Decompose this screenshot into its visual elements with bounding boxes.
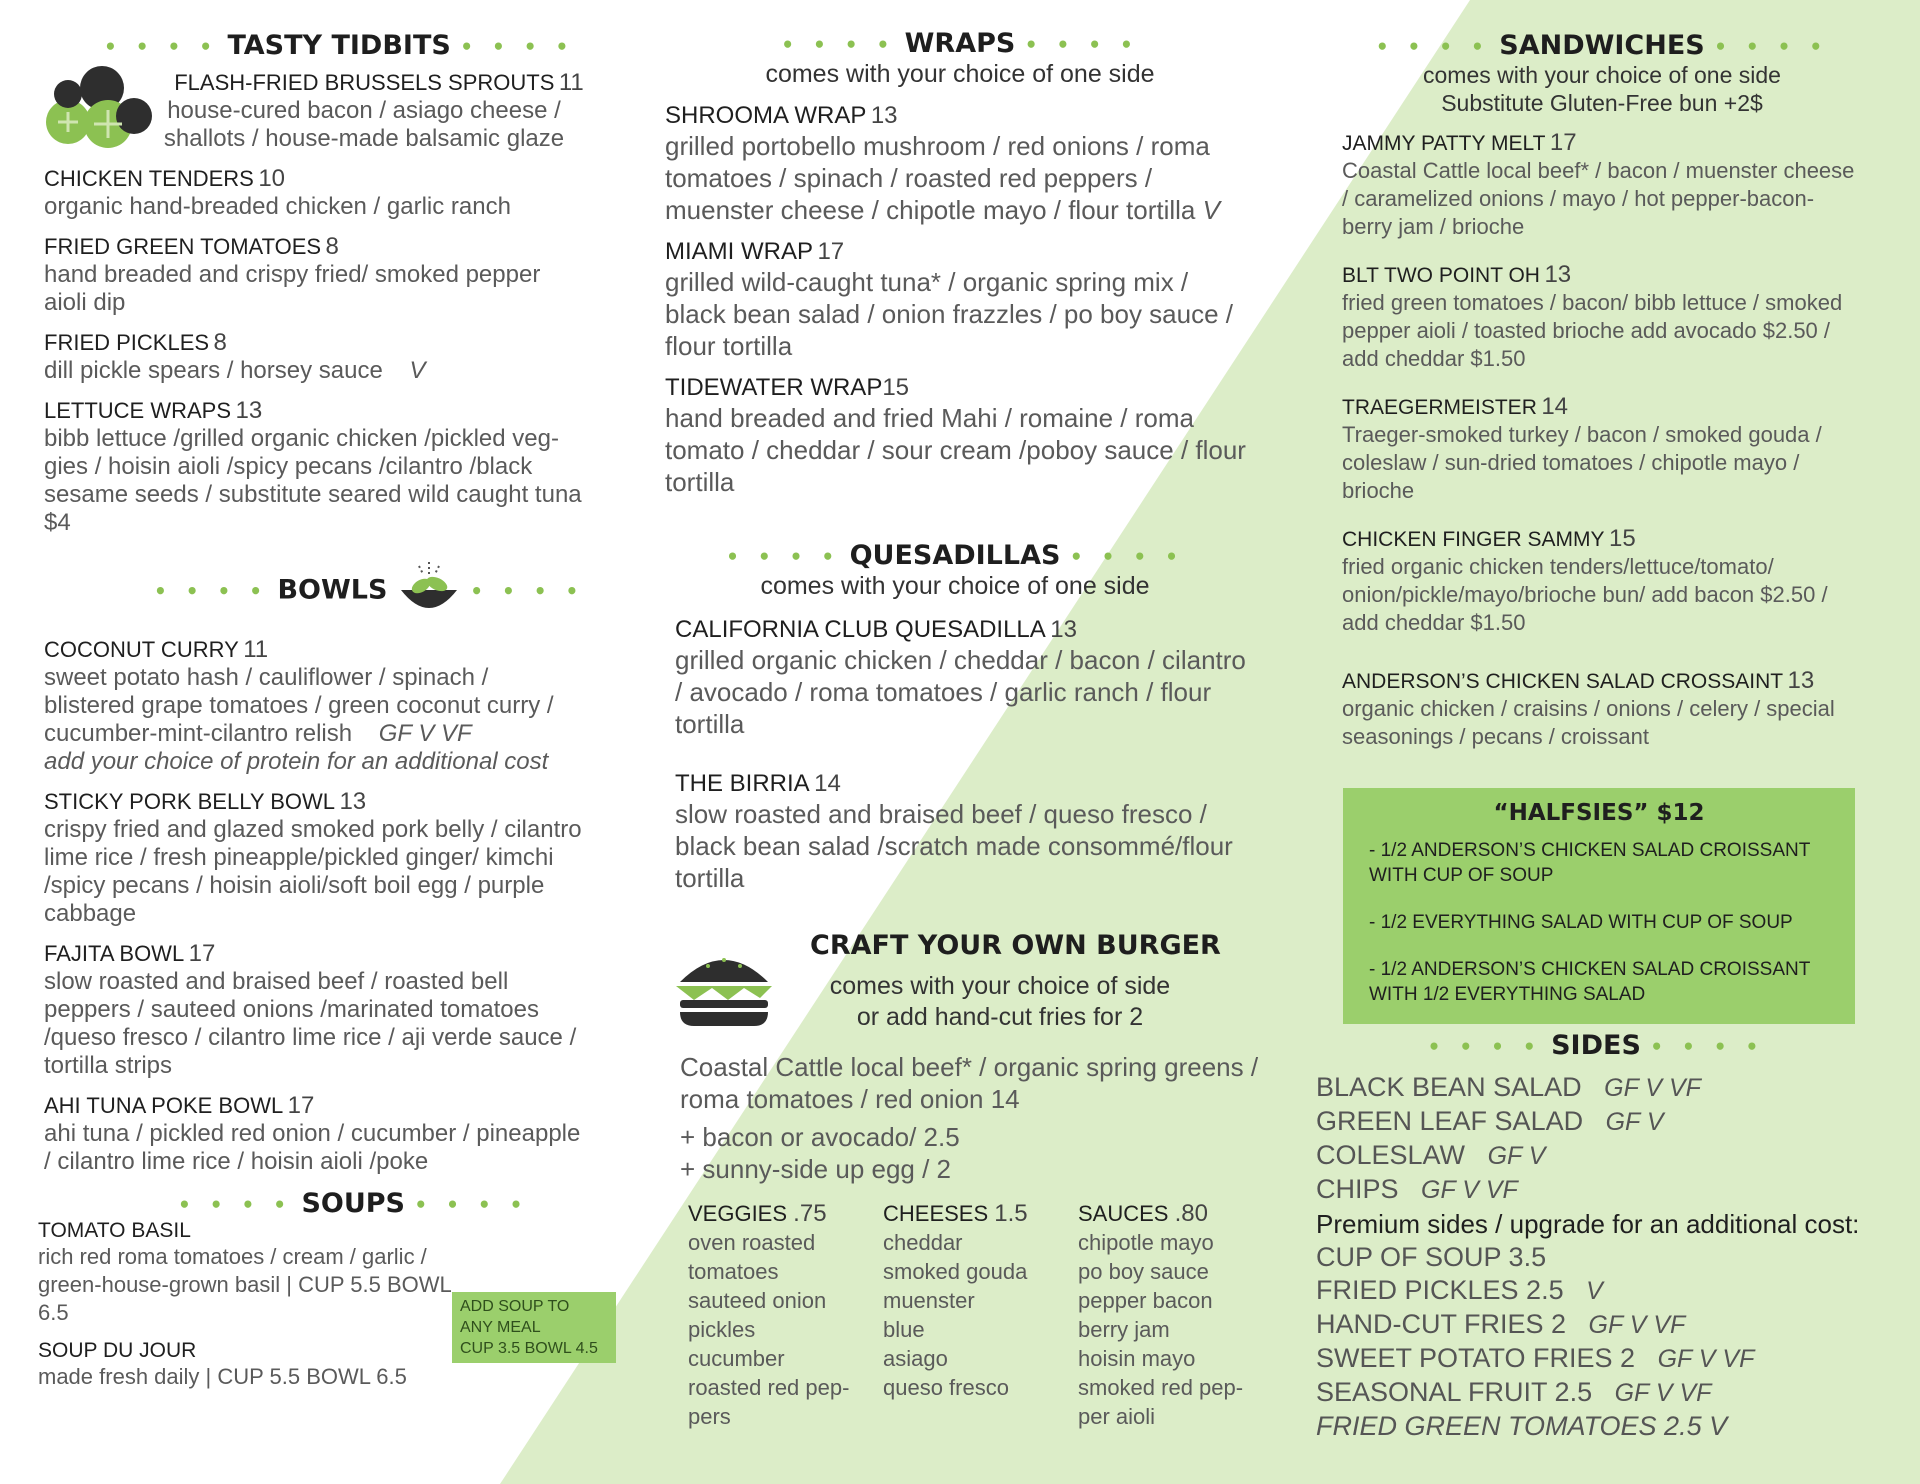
menu-item: AHI TUNA POKE BOWL 17 ahi tuna / pickled red onion / cucumber / pineapple / cilantro lime rice / hoisin aioli /poke [44, 1092, 581, 1175]
bowls-title: BOWLS [277, 574, 388, 606]
wraps-title: WRAPS [904, 28, 1016, 59]
menu-item: CHICKEN FINGER SAMMY 15 fried organic chicken tenders/lettuce/tomato/ onion/pickle/mayo/brioche bun/ add bacon $2.50 / add cheddar $1.50 [1342, 525, 1828, 635]
brussels-sprouts-icon [44, 64, 154, 154]
quesadillas-title: QUESADILLAS [849, 540, 1061, 571]
burger-addon: + bacon or avocado/ 2.5 [680, 1122, 960, 1152]
side-item: CHIPS GF V VF [1316, 1174, 1518, 1204]
menu-item: FRIED GREEN TOMATOES 8 hand breaded and crispy fried/ smoked pepper aioli dip [44, 233, 541, 316]
cheeses-list: CHEESES 1.5 cheddar smoked gouda muenster blue asiago queso fresco [883, 1200, 1028, 1400]
side-item: BLACK BEAN SALAD GF V VF [1316, 1072, 1701, 1102]
menu-item: SHROOMA WRAP 13 grilled portobello mushroom / red onions / roma tomatoes / spinach / roasted red peppers / muenster cheese / chipotle mayo / flour tortilla V [665, 102, 1220, 225]
menu-item: COCONUT CURRY 11 sweet potato hash / cauliflower / spinach / blistered grape tomatoes / green coconut curry / cucumber-mint-cilantro relish GF V VF add your choice of protein for an additional cost [44, 636, 554, 775]
burger-title: CRAFT YOUR OWN BURGER [810, 930, 1221, 961]
burger-subtitle: or add hand-cut fries for 2 [856, 1003, 1144, 1031]
bowls-section: • • • • BOWLS • • • • COCONUT CURRY 11 sweet potato hash / cauliflower / spinach / blistered grape tomatoes / green coconut curry / cucumber-mint-cilantro relish GF V VF add your choice of protein for an additional cost STICKY PORK BELLY BOWL 13 crispy fried and glazed smoked pork belly / cilantro lime rice / fresh pineapple/pickled ginger/ kimchi /spicy pecans / hoisin aioli/soft boil egg / purple cabbage FAJITA BOWL 17 slow roasted and braised beef / roasted bell peppers / sauteed onions /marinated tomatoes /queso fresco / cilantro lime rice / aji verde sauce / tortilla strips AHI TUNA POKE BOWL 17 ahi tuna / pickled red onion / cucumber / pineapple / cilantro lime rice / hoisin aioli /poke [44, 560, 584, 1188]
soups-section: • • • • SOUPS • • • • TOMATO BASIL rich red roma tomatoes / cream / garlic / green-house-grown basil | CUP 5.5 BOWL 6.5 SOUP DU JOUR made fresh daily | CUP 5.5 BOWL 6.5 [38, 1188, 529, 1389]
menu-item: ANDERSON’S CHICKEN SALAD CROSSAINT 13 organic chicken / craisins / onions / celery / special seasonings / pecans / croissant [1342, 667, 1835, 749]
menu-item: MIAMI WRAP 17 grilled wild-caught tuna* / organic spring mix / black bean salad / onion frazzles / po boy sauce / flour tortilla [665, 238, 1234, 361]
menu-item: TIDEWATER WRAP15 hand breaded and fried Mahi / romaine / roma tomato / cheddar / sour cream /poboy sauce / flour tortilla [665, 374, 1246, 497]
sandwiches-title: SANDWICHES [1499, 30, 1705, 61]
menu-item: CALIFORNIA CLUB QUESADILLA 13 grilled organic chicken / cheddar / bacon / cilantro / avocado / roma tomatoes / garlic ranch / flour tortilla [675, 616, 1246, 739]
side-item: CUP OF SOUP 3.5 [1316, 1242, 1547, 1272]
sandwiches-subtitle: comes with your choice of one side [1423, 62, 1781, 88]
menu-item: TOMATO BASIL rich red roma tomatoes / cream / garlic / green-house-grown basil | CUP 5.5 BOWL 6.5 [38, 1219, 451, 1325]
sides-title: SIDES [1551, 1030, 1641, 1061]
wraps-section: • • • • WRAPS • • • • comes with your choice of one side SHROOMA WRAP 13 grilled portobello mushroom / red onions / roma tomatoes / spinach / roasted red peppers / muenster cheese / chipotle mayo / flour tortilla V MIAMI WRAP 17 grilled wild-caught tuna* / organic spring mix / black bean salad / onion frazzles / po boy sauce / flour tortilla TIDEWATER WRAP15 hand breaded and fried Mahi / romaine / roma tomato / cheddar / sour cream /poboy sauce / flour tortilla [665, 28, 1255, 510]
tidbits-title: TASTY TIDBITS [227, 30, 451, 61]
sandwiches-subtitle: Substitute Gluten-Free bun +2$ [1441, 90, 1763, 116]
side-item: COLESLAW GF V [1316, 1140, 1546, 1170]
menu-item: BLT TWO POINT OH 13 fried green tomatoes / bacon/ bibb lettuce / smoked pepper aioli / toasted brioche add avocado $2.50 / add cheddar $1.50 [1342, 261, 1843, 371]
burger-desc: Coastal Cattle local beef* / organic spring greens / roma tomatoes / red onion 14 [680, 1052, 1259, 1114]
menu-item: THE BIRRIA 14 slow roasted and braised beef / queso fresco / black bean salad /scratch made consommé/flour tortilla [675, 770, 1233, 893]
quesadillas-subtitle: comes with your choice of one side [760, 572, 1150, 600]
menu-item: FAJITA BOWL 17 slow roasted and braised beef / roasted bell peppers / sauteed onions /marinated tomatoes /queso fresco / cilantro lime rice / aji verde sauce / tortilla strips [44, 940, 577, 1079]
menu-item: LETTUCE WRAPS 13 bibb lettuce /grilled organic chicken /pickled veg-gies / hoisin aioli /spicy pecans /cilantro /black sesame seeds / substitute seared wild caught tuna $4 [44, 397, 582, 536]
wraps-subtitle: comes with your choice of one side [765, 60, 1155, 88]
menu-item: TRAEGERMEISTER 14 Traeger-smoked turkey / bacon / smoked gouda / coleslaw / sun-dried tomatoes / chipotle mayo / brioche [1342, 393, 1822, 503]
side-item: SWEET POTATO FRIES 2 GF V VF [1316, 1343, 1755, 1373]
menu-item: JAMMY PATTY MELT 17 Coastal Cattle local beef* / bacon / muenster cheese / caramelized onions / mayo / hot pepper-bacon-berry jam / brioche [1342, 129, 1855, 239]
halfsies-title: “HALFSIES” $12 [1493, 800, 1705, 826]
side-item: FRIED GREEN TOMATOES 2.5 V [1316, 1411, 1728, 1441]
veggies-list: VEGGIES .75 oven roasted tomatoes sauteed onion pickles cucumber roasted red pep- pers [688, 1200, 850, 1429]
sandwiches-section: • • • • SANDWICHES • • • • comes with your choice of one side Substitute Gluten-Free bun +2$ JAMMY PATTY MELT 17 Coastal Cattle local beef* / bacon / muenster cheese / caramelized onions / mayo / hot pepper-bacon-berry jam / brioche BLT TWO POINT OH 13 fried green tomatoes / bacon/ bibb lettuce / smoked pepper aioli / toasted brioche add avocado $2.50 / add cheddar $1.50 TRAEGERMEISTER 14 Traeger-smoked turkey / bacon / smoked gouda / coleslaw / sun-dried tomatoes / chipotle mayo / brioche CHICKEN FINGER SAMMY 15 fried organic chicken tenders/lettuce/tomato/ onion/pickle/mayo/brioche bun/ add bacon $2.50 / add cheddar $1.50 ANDERSON’S CHICKEN SALAD CROSSAINT 13 organic chicken / craisins / onions / celery / special seasonings / pecans / croissant [1342, 30, 1862, 763]
premium-label: Premium sides / upgrade for an additional cost: [1316, 1209, 1860, 1239]
quesadillas-section: • • • • QUESADILLAS • • • • comes with your choice of one side CALIFORNIA CLUB QUESADILLA 13 grilled organic chicken / cheddar / bacon / cilantro / avocado / roma tomatoes / garlic ranch / flour tortilla THE BIRRIA 14 slow roasted and braised beef / queso fresco / black bean salad /scratch made consommé/flour tortilla [675, 540, 1255, 906]
menu-item: STICKY PORK BELLY BOWL 13 crispy fried and glazed smoked pork belly / cilantro lime rice / fresh pineapple/pickled ginger/ kimchi /spicy pecans / hoisin aioli/soft boil egg / purple cabbage [44, 788, 582, 927]
sauces-list: SAUCES .80 chipotle mayo po boy sauce pepper bacon berry jam hoisin mayo smoked red pep- per aioli [1078, 1200, 1244, 1429]
burger-addon: + sunny-side up egg / 2 [680, 1154, 952, 1184]
menu-item: SOUP DU JOUR made fresh daily | CUP 5.5 BOWL 6.5 [38, 1339, 407, 1389]
side-item: HAND-CUT FRIES 2 GF V VF [1316, 1309, 1686, 1339]
soups-title: SOUPS [301, 1188, 405, 1219]
side-item: GREEN LEAF SALAD GF V [1316, 1106, 1664, 1136]
add-soup-box: ADD SOUP TO ANY MEAL CUP 3.5 BOWL 4.5 [452, 1292, 616, 1363]
menu-item: FRIED PICKLES 8 dill pickle spears / horsey sauce V [44, 329, 426, 384]
bowl-icon [397, 560, 461, 622]
burger-section [680, 930, 1280, 1185]
side-item: SEASONAL FRUIT 2.5 GF V VF [1316, 1377, 1712, 1407]
menu-item: FLASH-FRIED BRUSSELS SPROUTS 11 house-cured bacon / asiago cheese / shallots / house-made balsamic glaze [163, 69, 584, 152]
tidbits-section: • • • • TASTY TIDBITS • • • • FLASH-FRIED BRUSSELS SPROUTS 11 house-cured bacon / asiago cheese / shallots / house-made balsamic glaze CHICKEN TENDERS 10 organic hand-breaded chicken / garlic ranch FRIED GREEN TOMATOES 8 hand breaded and crispy fried/ smoked pepper aioli dip FRIED PICKLES 8 dill pickle spears / horsey sauce V LETTUCE WRAPS 13 bibb lettuce /grilled organic chicken /pickled veg-gies / hoisin aioli /spicy pecans /cilantro /black sesame seeds / substitute seared wild caught tuna $4 [44, 30, 584, 536]
side-item: FRIED PICKLES 2.5 V [1316, 1275, 1603, 1305]
sides-section: • • • • SIDES • • • • BLACK BEAN SALAD GF V VF GREEN LEAF SALAD GF V COLESLAW GF V CHIPS GF V VF Premium sides / upgrade for an additional cost: CUP OF SOUP 3.5 FRIED PICKLES 2.5 V HAND-CUT FRIES 2 GF V VF SWEET POTATO FRIES 2 GF V VF SEASONAL FRUIT 2.5 GF V VF FRIED GREEN TOMATOES 2.5 V [1316, 1030, 1876, 1443]
burger-subtitle: comes with your choice of side [829, 972, 1171, 1000]
menu-item: CHICKEN TENDERS 10 organic hand-breaded chicken / garlic ranch [44, 165, 511, 220]
halfsies-box: “HALFSIES” $12 - 1/2 ANDERSON’S CHICKEN SALAD CROISSANT WITH CUP OF SOUP - 1/2 EVERYTHING SALAD WITH CUP OF SOUP - 1/2 ANDERSON’S CHICKEN SALAD CROISSANT WITH 1/2 EVERYTHING SALAD [1343, 788, 1855, 1024]
